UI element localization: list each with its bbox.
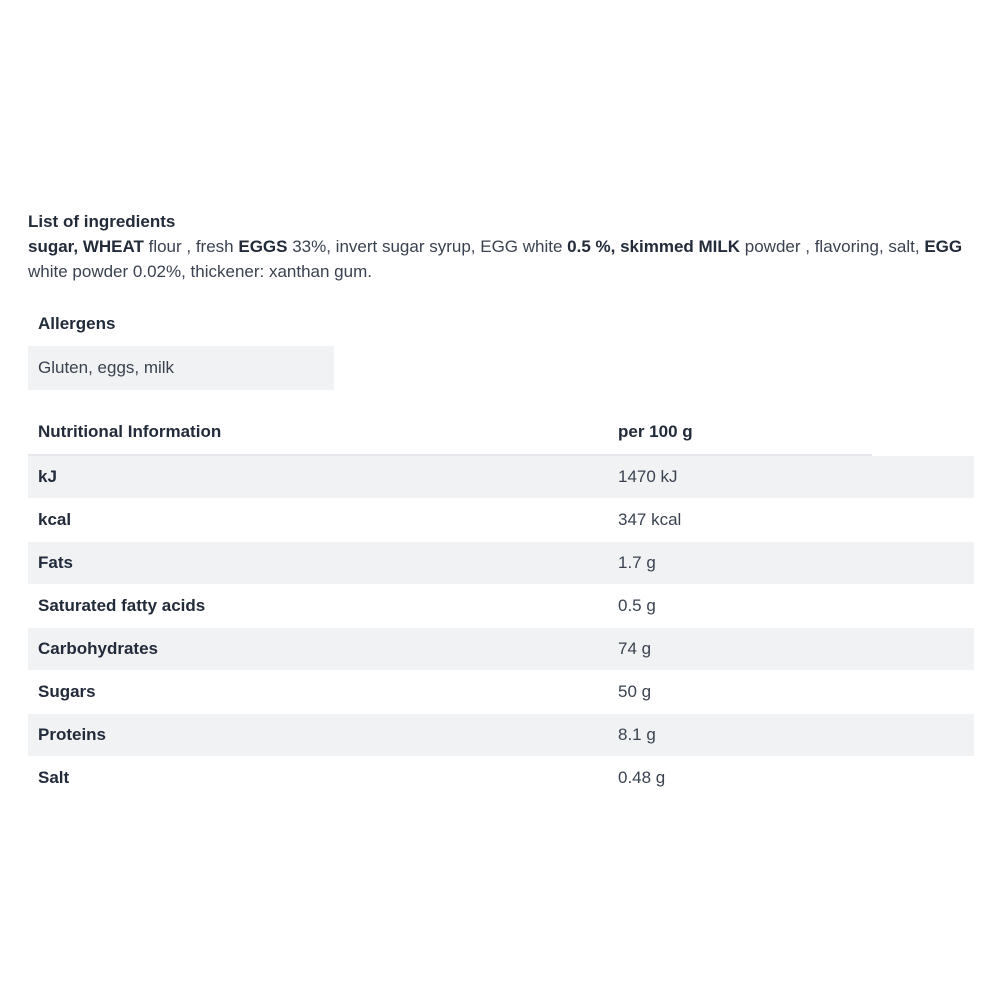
ingredient-segment: EGGS [238, 237, 288, 256]
nutrient-name: Salt [38, 768, 70, 787]
nutrient-name: Saturated fatty acids [38, 596, 206, 615]
nutrient-name: kcal [38, 510, 72, 529]
ingredient-segment: EGG [924, 237, 963, 256]
ingredients-section [28, 210, 974, 284]
nutrient-value: 0.48 g [618, 768, 666, 787]
table-row [28, 757, 974, 800]
table-row [28, 456, 974, 499]
nutrient-value: 50 g [618, 682, 652, 701]
nutrition-header-label: Nutritional Information [38, 422, 222, 441]
ingredient-segment: white powder 0.02%, thickener: xanthan gum. [28, 262, 372, 281]
nutrient-value: 347 kcal [618, 510, 682, 529]
nutrient-name: Fats [38, 553, 73, 572]
ingredient-segment: powder , flavoring, salt, [740, 237, 925, 256]
nutrition-header [28, 410, 872, 456]
allergens-value: Gluten, eggs, milk [28, 346, 334, 390]
table-row [28, 585, 974, 628]
product-info [28, 210, 974, 800]
nutrient-value: 1.7 g [618, 553, 656, 572]
nutrient-name: Carbohydrates [38, 639, 158, 658]
ingredients-text [28, 234, 974, 284]
nutrition-table [28, 410, 974, 800]
ingredient-segment: 33%, invert sugar syrup, EGG white [287, 237, 568, 256]
ingredient-segment: flour , fresh [143, 237, 239, 256]
table-row [28, 542, 974, 585]
table-row [28, 499, 974, 542]
allergens-table [28, 302, 334, 390]
nutrient-value: 1470 kJ [618, 467, 678, 486]
nutrient-value: 74 g [618, 639, 652, 658]
nutrient-value: 8.1 g [618, 725, 656, 744]
nutrition-header-unit: per 100 g [618, 422, 693, 441]
table-row [28, 714, 974, 757]
nutrient-name: kJ [38, 467, 57, 486]
nutrient-value: 0.5 g [618, 596, 656, 615]
table-row [28, 671, 974, 714]
allergens-title: Allergens [38, 314, 116, 333]
ingredient-segment: 0.5 %, skimmed MILK [567, 237, 741, 256]
nutrient-name: Sugars [38, 682, 96, 701]
ingredient-segment: sugar, [28, 237, 83, 256]
nutrient-name: Proteins [38, 725, 107, 744]
ingredient-segment: WHEAT [82, 237, 144, 256]
table-row [28, 628, 974, 671]
ingredients-title: List of ingredients [28, 212, 176, 231]
